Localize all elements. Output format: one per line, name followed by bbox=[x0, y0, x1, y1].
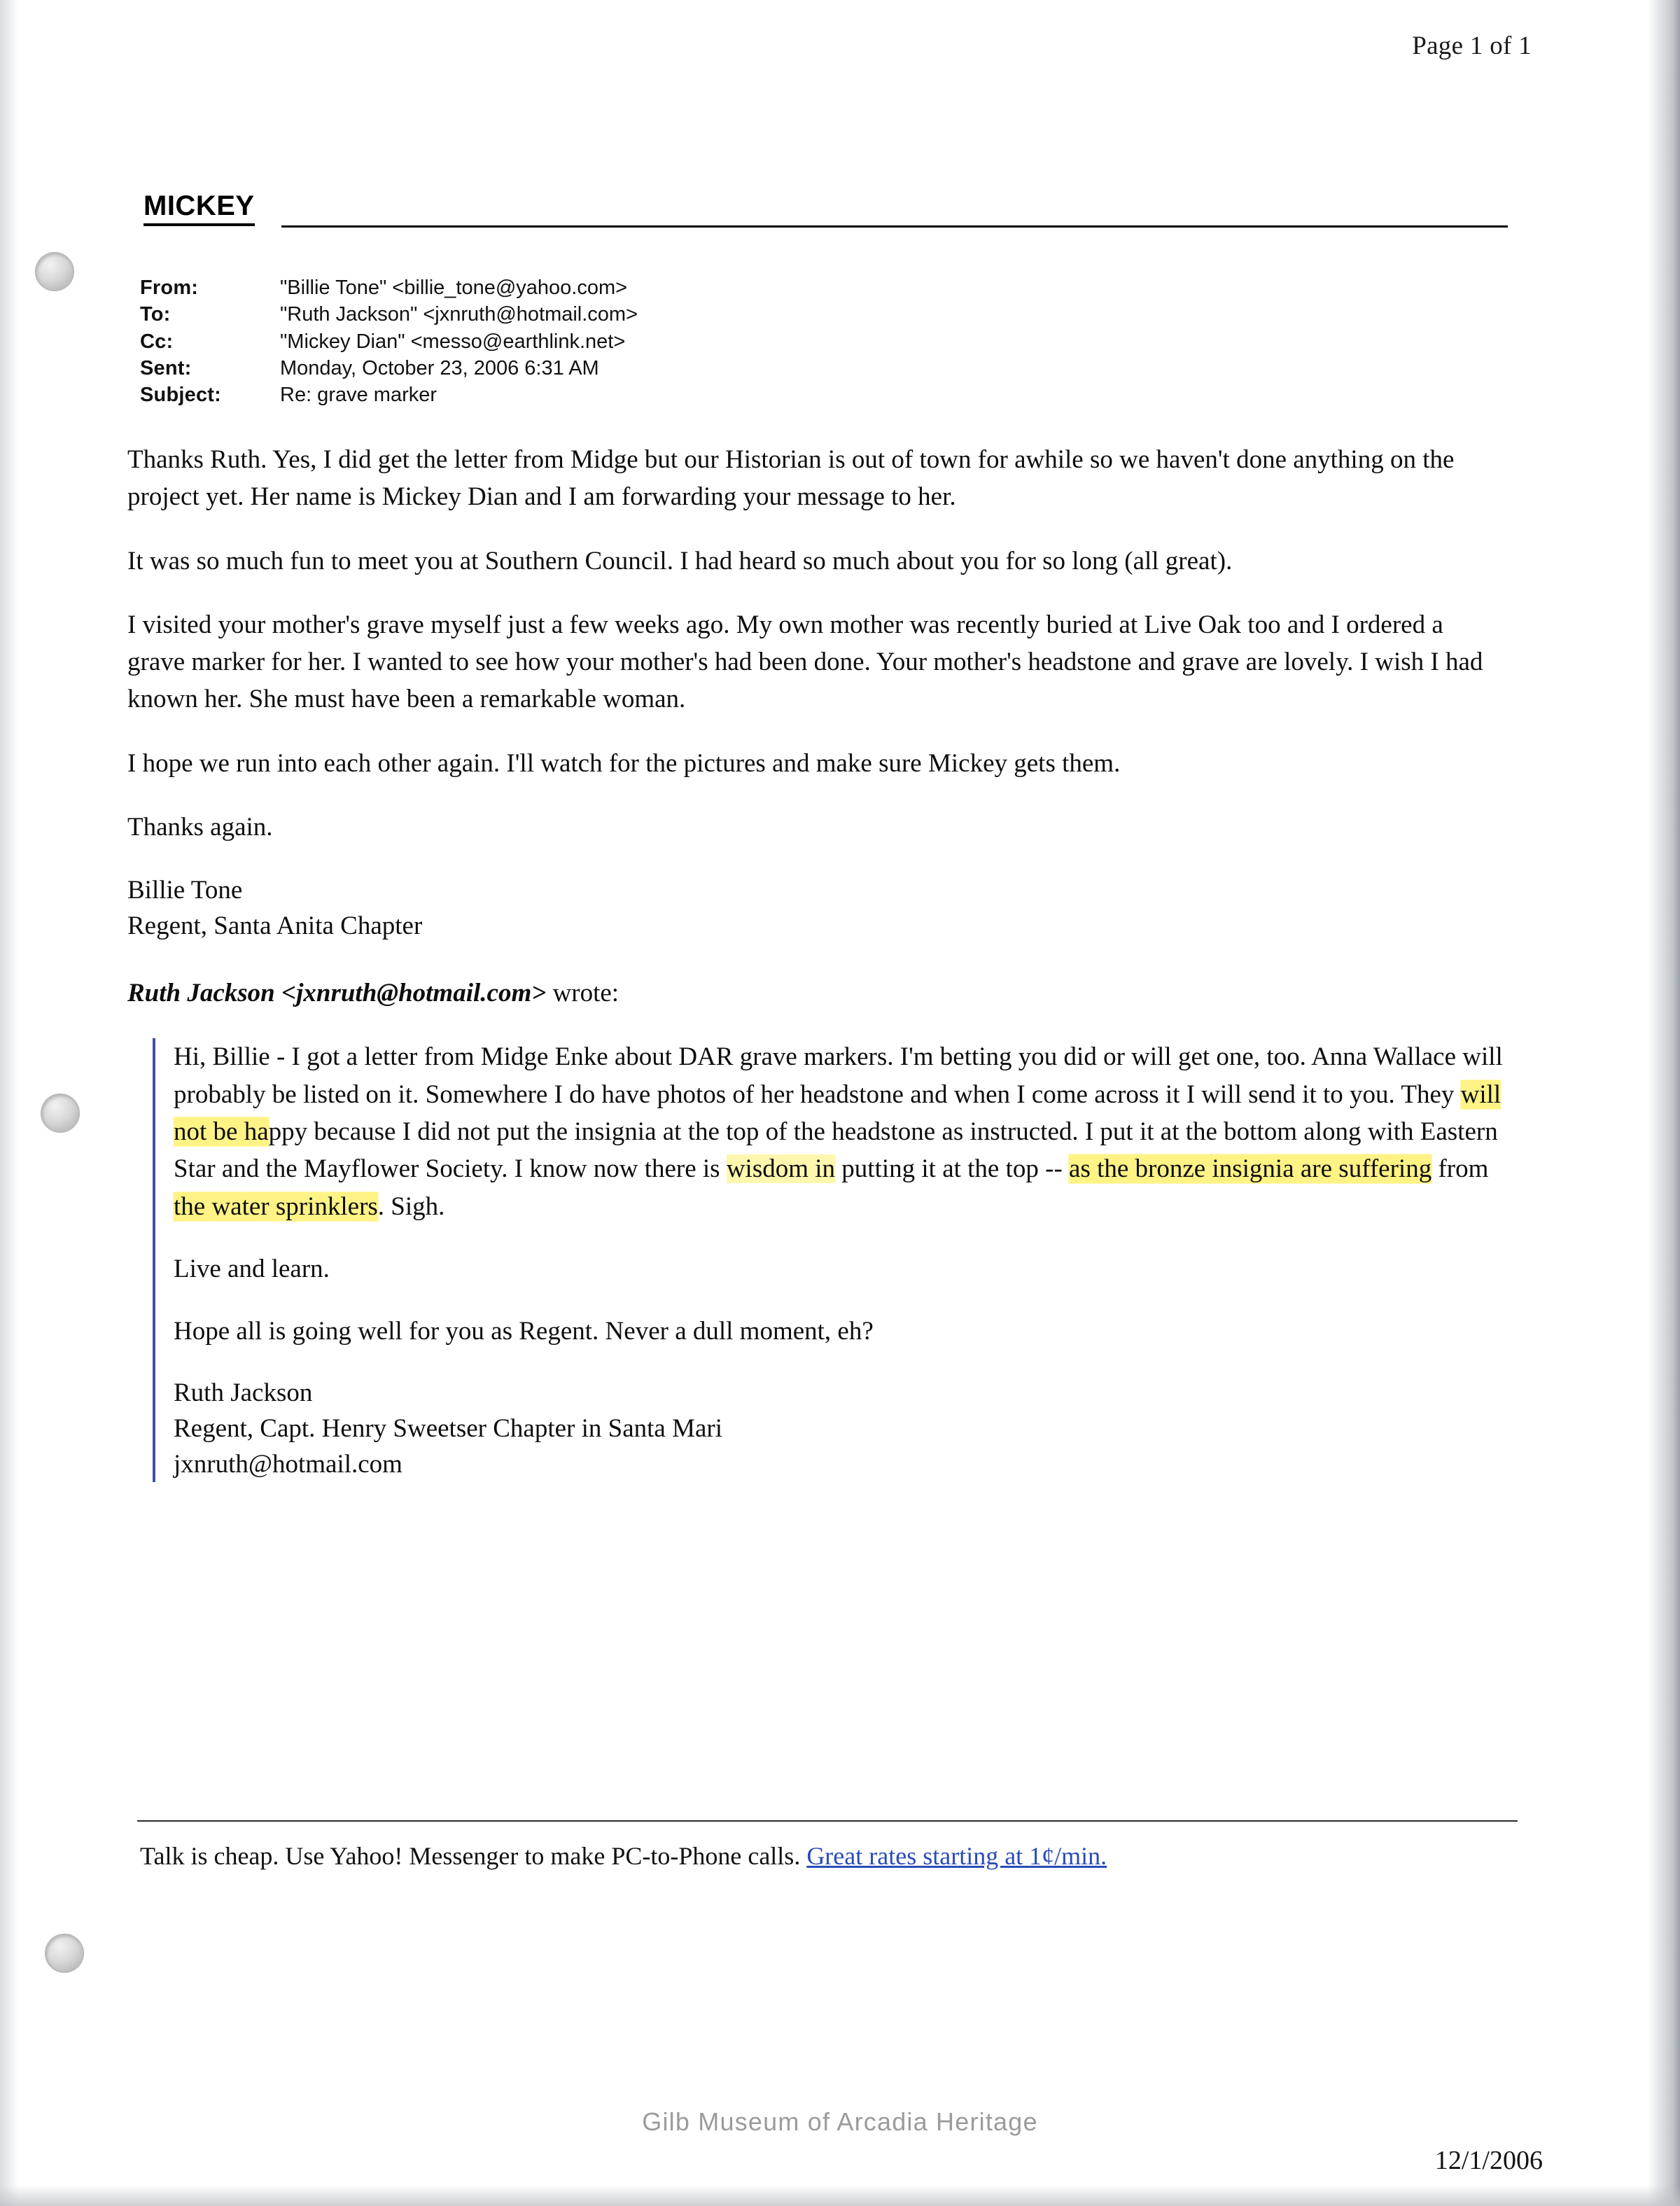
email-header-value-subject: Re: grave marker bbox=[280, 384, 438, 407]
quoted-text-run: putting it at the top -- bbox=[835, 1154, 1070, 1184]
email-header-value-from: "Billie Tone" <billie_tone@yahoo.com> bbox=[280, 277, 628, 299]
quoted-message bbox=[153, 1038, 1505, 1482]
highlighted-text: as the bronze insignia are suffering bbox=[1069, 1154, 1432, 1184]
email-header-row bbox=[140, 274, 638, 301]
footer-link[interactable]: Great rates starting at 1¢/min. bbox=[806, 1842, 1107, 1870]
email-header-label-sent: Sent: bbox=[140, 356, 192, 379]
punch-hole-icon bbox=[41, 1094, 80, 1133]
scan-edge-shadow-bottom bbox=[0, 2185, 1680, 2206]
quoted-text-run: . Sigh. bbox=[377, 1192, 445, 1221]
sender-signature bbox=[127, 872, 1505, 944]
quoted-paragraph bbox=[174, 1038, 1505, 1224]
quoted-paragraph: Live and learn. bbox=[174, 1254, 330, 1283]
highlighted-text: wisdom in bbox=[726, 1154, 836, 1184]
email-header-block bbox=[140, 274, 638, 408]
body-paragraph: I visited your mother's grave myself just a few weeks ago. My own mother was recently buried at Live Oak too and I ordered a grave marker for her. I wanted to see how your mother's had been done. Your mother's headstone and grave are lovely. I wish I had known her. She must have been a remarkable woman. bbox=[127, 610, 1483, 714]
footer-advertisement bbox=[140, 1841, 1107, 1871]
email-header-value-sent: Monday, October 23, 2006 6:31 AM bbox=[280, 356, 599, 379]
email-header-row bbox=[140, 355, 638, 382]
highlighted-text: the water sprinklers bbox=[174, 1192, 378, 1221]
email-header-row bbox=[140, 382, 638, 408]
email-header-value-to: "Ruth Jackson" <jxnruth@hotmail.com> bbox=[280, 303, 638, 326]
page-indicator: Page 1 of 1 bbox=[1412, 32, 1532, 60]
quoted-text-run: Hi, Billie - I got a letter from Midge Enke about DAR grave markers. I'm betting you did or will get one, too. Anna Wallace will probably be listed on it. Somewhere I do have photos of her headstone and when I come across it I will send it to you. They bbox=[174, 1042, 1503, 1109]
quoted-text-run: ppy because I did not put the insignia at the top of the headstone as instructed. I put it at the bottom along with Eastern Star and the Mayflower Society. I know now there is bbox=[174, 1117, 1498, 1184]
punch-hole-icon bbox=[35, 252, 74, 291]
body-paragraph: Thanks again. bbox=[127, 812, 273, 842]
signature-title: Regent, Santa Anita Chapter bbox=[127, 912, 423, 941]
highlighted-text: will not be ha bbox=[174, 1080, 1502, 1147]
document-title-block bbox=[144, 190, 1508, 226]
quoted-text-run: from bbox=[1432, 1154, 1489, 1184]
signature-name: Billie Tone bbox=[127, 876, 243, 905]
email-body bbox=[127, 441, 1505, 1503]
email-header-label-cc: Cc: bbox=[140, 330, 174, 353]
page-title: MICKEY bbox=[144, 190, 255, 226]
quoted-paragraph: Hope all is going well for you as Regent. Never a dull moment, eh? bbox=[174, 1317, 874, 1346]
quoted-signature-name: Ruth Jackson bbox=[174, 1378, 313, 1408]
body-paragraph: Thanks Ruth. Yes, I did get the letter from Midge but our Historian is out of town for awhile so we haven't done anything on the project yet. Her name is Mickey Dian and I am forwarding your message to her. bbox=[127, 445, 1455, 512]
date-stamp: 12/1/2006 bbox=[1434, 2146, 1543, 2175]
title-divider bbox=[281, 225, 1508, 228]
punch-hole-icon bbox=[45, 1934, 84, 1973]
email-header-value-cc: "Mickey Dian" <messo@earthlink.net> bbox=[280, 330, 626, 353]
quoted-signature-title: Regent, Capt. Henry Sweetser Chapter in Santa Mari bbox=[174, 1414, 722, 1444]
email-header-label-subject: Subject: bbox=[140, 384, 221, 407]
quote-attribution bbox=[127, 975, 1505, 1012]
quote-attribution-author: Ruth Jackson <jxnruth@hotmail.com> bbox=[127, 979, 547, 1008]
scan-edge-shadow-right bbox=[1648, 0, 1680, 2206]
footer-text: Talk is cheap. Use Yahoo! Messenger to make PC-to-Phone calls. bbox=[140, 1842, 807, 1870]
body-paragraph: I hope we run into each other again. I'll watch for the pictures and make sure Mickey gets them. bbox=[127, 748, 1121, 778]
scan-edge-shadow-left bbox=[0, 0, 18, 2206]
body-paragraph: It was so much fun to meet you at Southern Council. I had heard so much about you for so long (all great). bbox=[127, 546, 1233, 575]
email-header-label-to: To: bbox=[140, 303, 171, 326]
quote-attribution-verb: wrote: bbox=[546, 979, 620, 1008]
quoted-signature-email: jxnruth@hotmail.com bbox=[174, 1450, 402, 1479]
email-header-label-from: From: bbox=[140, 277, 199, 299]
email-header-row bbox=[140, 328, 638, 355]
quoted-signature bbox=[174, 1375, 1505, 1482]
footer-divider bbox=[137, 1820, 1518, 1822]
email-header-row bbox=[140, 301, 638, 328]
archive-watermark: Gilb Museum of Arcadia Heritage bbox=[642, 2107, 1038, 2136]
